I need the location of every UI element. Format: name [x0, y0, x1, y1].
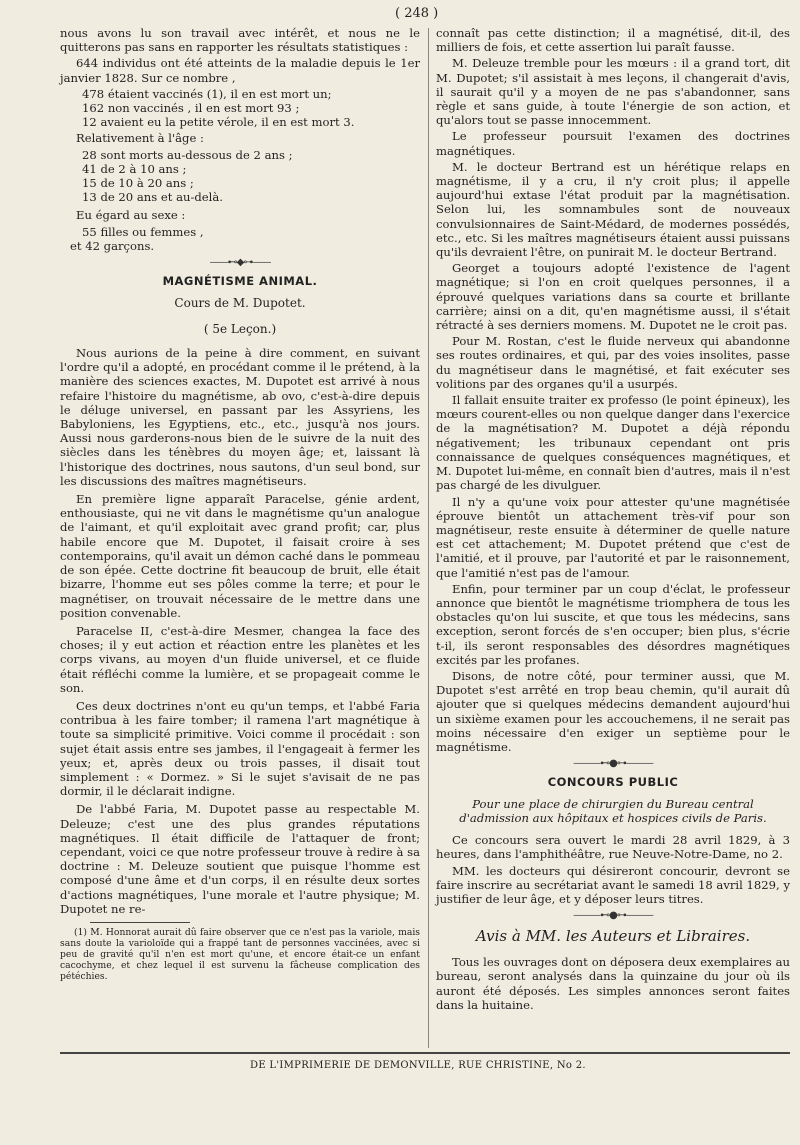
paragraph: Le professeur poursuit l'examen des doctrines magnétiques. [436, 129, 790, 158]
stat-line: et 42 garçons. [70, 238, 155, 253]
column-divider [428, 28, 429, 1048]
paragraph: nous avons lu son travail avec intérêt, et nous ne le quitterons pas sans en rapporter les résultats statistiques : [60, 26, 420, 55]
paragraph: Paracelse II, c'est-à-dire Mesmer, changea la face des choses; il y eut action et réaction entre les planètes et les corps vivans, au moyen d'un fluide universel, et ce fluide était réfléchi comme la lumière, et se propageait comme le son. [60, 623, 420, 695]
ornament-rule: ——⊷◆⊶—— [209, 257, 271, 269]
paragraph: Tous les ouvrages dont on déposera deux exemplaires au bureau, seront analysés dans la quinzaine du jour où ils auront été déposés. Les simples annonces seront faites dans la huitaine. [436, 955, 790, 1012]
ornament-rule: ———⊷●⊶——— [573, 910, 653, 922]
lesson-number: ( 5e Leçon.) [203, 322, 277, 337]
paragraph: Ce concours sera ouvert le mardi 28 avril 1829, à 3 heures, dans l'amphithéâtre, rue Neuve-Notre-Dame, no 2. [436, 833, 790, 862]
paragraph: Pour M. Rostan, c'est le fluide nerveux qui abandonne ses routes ordinaires, et qui, par des voies insolites, passe du magnétiseur dans le magnétisé, et fait exécuter ses volitions par des organes qu'il a usurpés. [436, 334, 790, 391]
paragraph: Georget a toujours adopté l'existence de l'agent magnétique; si l'on en croit quelques personnes, il a éprouvé quelques variations dans sa courte et brillante carrière; ainsi on a dit, qu'en magnétisme aussi, il s'était rétracté à ses derniers momens. M. Dupotet ne le croit pas. [436, 261, 790, 333]
paragraph: MM. les docteurs qui désireront concourir, devront se faire inscrire au secrétariat avant le samedi 18 avril 1829, y justifier de leur âge, et y déposer leurs titres. [436, 863, 790, 906]
stat-line: 41 de 2 à 10 ans ; [82, 161, 187, 176]
paragraph: Ces deux doctrines n'ont eu qu'un temps, et l'abbé Faria contribua à les faire tomber; il ramena l'art magnétique à toute sa simplicité primitive. Voici comme il procédait : son sujet était assis entre ses jambes, il l'engageait à fermer les yeux; et, après deux ou trois passes, il disait tout simplement : « Dormez. » Si le sujet s'avisait de ne pas dormir, il le déclarait indigne. [60, 698, 420, 799]
section-title: MAGNÉTISME ANIMAL. [162, 274, 318, 289]
footnote: (1) M. Honnorat aurait dû faire observer que ce n'est pas la variole, mais sans doute la varioloïde qui a frappé tant de personnes vaccinées, avec si peu de gravité qu'il n'en est mort qu'une, et encore était-ce un enfant cacochyme, et chez lequel il est survenu la fâcheuse complication des pétéchies. [60, 926, 420, 982]
footnote-rule [90, 922, 190, 923]
stat-line: 15 de 10 à 20 ans ; [82, 176, 194, 191]
paragraph: Enfin, pour terminer par un coup d'éclat, le professeur annonce que bientôt le magnétisme triomphera de tous les obstacles qu'on lui suscite, et que tous les médecins, sans exception, seront forcés de s'en occuper; bien plus, s'écrie t-il, ils seront responsables des désordres magnétiques excités par les profanes. [436, 581, 790, 667]
paragraph: connaît pas cette distinction; il a magnétisé, dit-il, des milliers de fois, et cette assertion lui paraît fausse. [436, 26, 790, 55]
ornament-rule: ———⊷●⊶——— [573, 758, 653, 770]
stat-line: 12 avaient eu la petite vérole, il en est mort 3. [82, 115, 355, 130]
paragraph: Disons, de notre côté, pour terminer aussi, que M. Dupotet s'est arrêté en trop beau chemin, qu'il aurait dû ajouter que si quelques médecins demandent aujourd'hui un sixième examen pour les accouchemens, il ne serait pas moins nécessaire d'en exiger un septième pour le magnétisme. [436, 668, 790, 754]
stat-line: 28 sont morts au-dessous de 2 ans ; [82, 147, 293, 162]
bottom-rule [60, 1052, 790, 1054]
concours-title: CONCOURS PUBLIC [547, 775, 679, 790]
paragraph: Nous aurions de la peine à dire comment, en suivant l'ordre qu'il a adopté, en procédant comme il le prétend, à la manière des sciences exactes, M. Dupotet est arrivé à nous refaire l'histoire du magnétisme, ab ovo, c'est-à-dire depuis le déluge universel, en passant par les Assyriens, les Babyloniens, les Egyptiens, etc., etc., jusqu'à nos jours. Aussi nous garderons-nous bien de le suivre de la nuit des siècles dans les ténèbres du moyen âge; et, laissant là l'historique des doctrines, nous sautons, d'un seul bond, sur les discussions des maîtres magnétiseurs. [60, 346, 420, 488]
paragraph: M. le docteur Bertrand est un hérétique relaps en magnétisme, il y a cru, il n'y croit plus; il appelle aujourd'hui extase l'état produit par la magnétisation. Selon lui, les somnambules sont de nouveaux convulsionnaires de Saint-Médard, de modernes possédés, etc., etc. Si les maîtres magnétiseurs étaient aussi puissans qu'ils devraient l'être, on punirait M. le docteur Bertrand. [436, 159, 790, 260]
subheading: Eu égard au sexe : [76, 208, 186, 223]
paragraph: Il n'y a qu'une voix pour attester qu'une magnétisée éprouve bientôt un attachement très-vif pour son magnétiseur, reste ensuite à déterminer de quelle nature est cet attachement; M. Dupotet prétend que c'est de l'amitié, et il prouve, par l'autorité et par le raisonnement, que l'amitié n'est pas de l'amour. [436, 494, 790, 580]
avis-title: Avis à MM. les Auteurs et Libraires. [475, 927, 751, 946]
imprint-line: DE L'IMPRIMERIE DE DEMONVILLE, RUE CHRISTINE, No 2. [250, 1060, 586, 1071]
paragraph: 644 individus ont été atteints de la maladie depuis le 1er janvier 1828. Sur ce nombre , [60, 56, 420, 85]
stat-line: 478 étaient vaccinés (1), il en est mort un; [82, 86, 332, 101]
paragraph: En première ligne apparaît Paracelse, génie ardent, enthousiaste, qui ne vit dans le magnétisme qu'un analogue de l'aimant, et qu'il exploitait avec grand profit; car, plus habile encore que M. Dupotet, il faisait croire à ses contemporains, qu'il avait un démon caché dans le pommeau de son épée. Cette doctrine fit beaucoup de bruit, elle était bizarre, l'homme eut ses pôles comme la terre; et pour le magnétiser, on trouvait nécessaire de le mettre dans une position convenable. [60, 492, 420, 620]
paragraph: De l'abbé Faria, M. Dupotet passe au respectable M. Deleuze; c'est une des plus grandes réputations magnétiques. Il était difficile de l'attaquer de front; cependant, voici ce que notre professeur trouve à redire à sa doctrine : M. Deleuze soutient que puisque l'homme est composé d'une âme et d'un corps, il en résulte deux sortes d'actions magnétiques, l'une morale et l'autre physique; M. Dupotet ne re- [60, 802, 420, 916]
right-column [436, 26, 790, 1014]
page-number: ( 248 ) [395, 6, 439, 21]
paragraph: Il fallait ensuite traiter ex professo (le point épineux), les mœurs courent-elles ou non quelque danger dans l'exercice de la magnétisation? M. Dupotet a déjà répondu négativement; les tribunaux cependant ont pris connaissance de quelques conséquences magnétiques, et M. Dupotet lui-même, en connaît bien d'autres, mais il n'est pas chargé de les divulguer. [436, 393, 790, 493]
paragraph: M. Deleuze tremble pour les mœurs : il a grand tort, dit M. Dupotet; s'il assistait à mes leçons, il changerait d'avis, il saurait qu'il y a moyen de ne pas s'abandonner, sans règle et sans guide, à toute l'énergie de son action, et qu'alors tout se passe innocemment. [436, 56, 790, 128]
author-line: Cours de M. Dupotet. [174, 296, 306, 311]
left-column [60, 26, 420, 984]
subheading: Relativement à l'âge : [76, 131, 204, 146]
concours-subtitle: Pour une place de chirurgien du Bureau central d'admission aux hôpitaux et hospices civils de Paris. [459, 797, 767, 826]
stat-line: 13 de 20 ans et au-delà. [82, 190, 223, 205]
stat-line: 55 filles ou femmes , [82, 224, 204, 239]
stat-line: 162 non vaccinés , il en est mort 93 ; [82, 101, 300, 116]
